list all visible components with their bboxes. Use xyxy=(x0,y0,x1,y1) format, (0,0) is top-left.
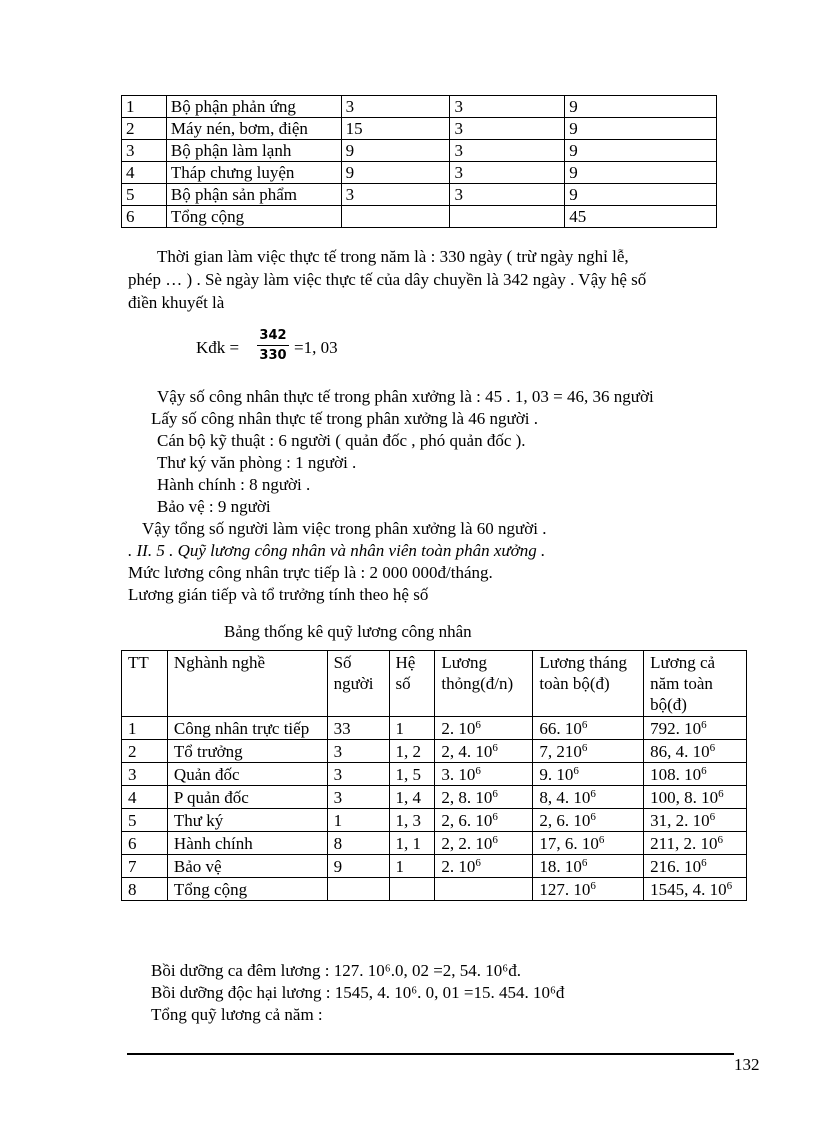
table-row xyxy=(122,184,717,206)
table-cell: Thư ký xyxy=(167,809,327,832)
table-cell: Bộ phận sản phẩm xyxy=(166,184,341,206)
table-row xyxy=(122,855,747,878)
table-cell: 2, 6. $10^6$ xyxy=(533,809,644,832)
table-cell xyxy=(435,878,533,901)
table-cell: Tổng cộng xyxy=(167,878,327,901)
table-cell: Hành chính xyxy=(167,832,327,855)
table-cell: 2. $10^6$ xyxy=(435,855,533,878)
paragraph-line: điền khuyết là xyxy=(128,293,225,312)
paragraph-line: Lấy số công nhân thực tế trong phân xưởng là 46 người . xyxy=(151,409,538,428)
paragraph-line: Lương gián tiếp và tổ trưởng tính theo hệ số xyxy=(128,585,429,604)
table-cell: 2 xyxy=(122,740,168,763)
footer-divider xyxy=(127,1053,734,1055)
table-cell: 5 xyxy=(122,184,167,206)
column-header: Nghành nghề xyxy=(167,651,327,717)
table-cell: 1 xyxy=(122,717,168,740)
paragraph-line: Cán bộ kỹ thuật : 6 người ( quản đốc , phó quản đốc ). xyxy=(157,431,526,450)
table-row xyxy=(122,118,717,140)
table-cell: 792. $10^6$ xyxy=(644,717,747,740)
table-cell: 4 xyxy=(122,786,168,809)
table-cell: 3 xyxy=(450,184,565,206)
table-cell: 1, 3 xyxy=(389,809,435,832)
table-cell: 18. $10^6$ xyxy=(533,855,644,878)
table-row xyxy=(122,786,747,809)
table-row xyxy=(122,809,747,832)
table-cell: P quản đốc xyxy=(167,786,327,809)
table-cell: Máy nén, bơm, điện xyxy=(166,118,341,140)
table-cell: 3 xyxy=(327,740,389,763)
table-cell: 15 xyxy=(341,118,450,140)
table-row xyxy=(122,832,747,855)
table-cell: 108. $10^6$ xyxy=(644,763,747,786)
section-heading: . II. 5 . Quỹ lương công nhân và nhân viên toàn phân xưởng . xyxy=(128,541,546,560)
formula-numerator: 342 xyxy=(257,328,289,346)
table-cell: 9 xyxy=(565,118,717,140)
table-cell: 3 xyxy=(450,118,565,140)
table-cell: 9 xyxy=(327,855,389,878)
table-cell: 2 xyxy=(122,118,167,140)
formula-rhs: =1, 03 xyxy=(294,338,338,357)
table-cell xyxy=(327,878,389,901)
table-cell: 2, 4. $10^6$ xyxy=(435,740,533,763)
formula-denominator: 330 xyxy=(259,348,287,363)
table-cell: 1 xyxy=(122,96,167,118)
table-cell: 3 xyxy=(122,763,168,786)
table-cell: 127. $10^6$ xyxy=(533,878,644,901)
table-cell: 9 xyxy=(565,140,717,162)
table-cell: 1 xyxy=(327,809,389,832)
table-cell: 2, 6. $10^6$ xyxy=(435,809,533,832)
table-cell: 9 xyxy=(565,162,717,184)
table-row xyxy=(122,162,717,184)
table-header-row xyxy=(122,651,747,717)
table-cell: 3. $10^6$ xyxy=(435,763,533,786)
paragraph-line: Bồi dưỡng độc hại lương : 1545, 4. 10⁶. 0, 01 =15. 454. 10⁶đ xyxy=(151,983,565,1002)
table-cell: Tháp chưng luyện xyxy=(166,162,341,184)
table-cell xyxy=(450,206,565,228)
paragraph-line: Vậy số công nhân thực tế trong phân xưởng là : 45 . 1, 03 = 46, 36 người xyxy=(157,387,654,406)
table-cell: 3 xyxy=(341,96,450,118)
table-cell: Bảo vệ xyxy=(167,855,327,878)
paragraph-line: phép … ) . Sè ngày làm việc thực tế của dây chuyền là 342 ngày . Vậy hệ số xyxy=(128,270,647,289)
page-number: 132 xyxy=(734,1055,760,1074)
table-cell: 8 xyxy=(122,878,168,901)
paragraph-line: Vậy tổng số người làm việc trong phân xưởng là 60 người . xyxy=(142,519,547,538)
paragraph-line: Bảo vệ : 9 người xyxy=(157,497,271,516)
table-cell: 8, 4. $10^6$ xyxy=(533,786,644,809)
table-cell: 2, 8. $10^6$ xyxy=(435,786,533,809)
table-cell: 9 xyxy=(565,96,717,118)
table-cell: 216. $10^6$ xyxy=(644,855,747,878)
table-cell: Bộ phận làm lạnh xyxy=(166,140,341,162)
table-row xyxy=(122,717,747,740)
table-cell: 3 xyxy=(327,786,389,809)
table-row xyxy=(122,206,717,228)
column-header: Lương cả năm toàn bộ(đ) xyxy=(644,651,747,717)
table-row xyxy=(122,740,747,763)
paragraph-line: Hành chính : 8 người . xyxy=(157,475,311,494)
table-cell: Tổ trưởng xyxy=(167,740,327,763)
table-cell: 1, 5 xyxy=(389,763,435,786)
table-cell: 45 xyxy=(565,206,717,228)
paragraph-line: Thời gian làm việc thực tế trong năm là : 330 ngày ( trừ ngày nghỉ lễ, xyxy=(157,247,629,266)
table-cell: 2, 2. $10^6$ xyxy=(435,832,533,855)
table-cell: 6 xyxy=(122,206,167,228)
workers-per-section-table xyxy=(121,95,717,228)
table-cell: 211, 2. $10^6$ xyxy=(644,832,747,855)
column-header: Số người xyxy=(327,651,389,717)
table-cell: 7 xyxy=(122,855,168,878)
table-cell: 1, 1 xyxy=(389,832,435,855)
table-cell: Công nhân trực tiếp xyxy=(167,717,327,740)
paragraph-line: Tổng quỹ lương cả năm : xyxy=(151,1005,323,1024)
paragraph-line: Mức lương công nhân trực tiếp là : 2 000 000đ/tháng. xyxy=(128,563,493,582)
table-cell: 1 xyxy=(389,855,435,878)
table-cell: Quản đốc xyxy=(167,763,327,786)
table-cell: 6 xyxy=(122,832,168,855)
table-cell: 5 xyxy=(122,809,168,832)
formula-fraction xyxy=(257,328,289,363)
table-cell: 3 xyxy=(122,140,167,162)
wage-statistics-table xyxy=(121,650,747,901)
table-cell: 17, 6. $10^6$ xyxy=(533,832,644,855)
table-row xyxy=(122,878,747,901)
table-cell: 3 xyxy=(341,184,450,206)
table-title: Bảng thống kê quỹ lương công nhân xyxy=(224,622,472,641)
table-row xyxy=(122,96,717,118)
table-cell: 100, 8. $10^6$ xyxy=(644,786,747,809)
formula-lhs: Kđk = xyxy=(196,338,240,357)
table-cell: 1545, 4. $10^6$ xyxy=(644,878,747,901)
paragraph-line: Bồi dưỡng ca đêm lương : 127. 10⁶.0, 02 =2, 54. 10⁶đ. xyxy=(151,961,521,980)
column-header: Lương thỏng(đ/n) xyxy=(435,651,533,717)
column-header: Lương tháng toàn bộ(đ) xyxy=(533,651,644,717)
table-row xyxy=(122,140,717,162)
table-cell: 1 xyxy=(389,717,435,740)
table-cell xyxy=(341,206,450,228)
table-cell: 3 xyxy=(450,162,565,184)
table-cell: 3 xyxy=(450,140,565,162)
table-cell: Tổng cộng xyxy=(166,206,341,228)
table-cell: 3 xyxy=(450,96,565,118)
column-header: Hệ số xyxy=(389,651,435,717)
table-cell: 3 xyxy=(327,763,389,786)
table-cell: 9 xyxy=(341,140,450,162)
paragraph-line: Thư ký văn phòng : 1 người . xyxy=(157,453,357,472)
table-cell: 31, 2. $10^6$ xyxy=(644,809,747,832)
column-header: TT xyxy=(122,651,168,717)
table-cell xyxy=(389,878,435,901)
table-cell: 7, $210^6$ xyxy=(533,740,644,763)
table-cell: 9 xyxy=(565,184,717,206)
table-cell: 86, 4. $10^6$ xyxy=(644,740,747,763)
table-cell: 33 xyxy=(327,717,389,740)
table-row xyxy=(122,763,747,786)
table-cell: 2. $10^6$ xyxy=(435,717,533,740)
table-cell: 9. $10^6$ xyxy=(533,763,644,786)
table-cell: 9 xyxy=(341,162,450,184)
table-cell: 66. $10^6$ xyxy=(533,717,644,740)
table-cell: 1, 4 xyxy=(389,786,435,809)
table-cell: 4 xyxy=(122,162,167,184)
table-cell: Bộ phận phản ứng xyxy=(166,96,341,118)
table-cell: 1, 2 xyxy=(389,740,435,763)
table-cell: 8 xyxy=(327,832,389,855)
